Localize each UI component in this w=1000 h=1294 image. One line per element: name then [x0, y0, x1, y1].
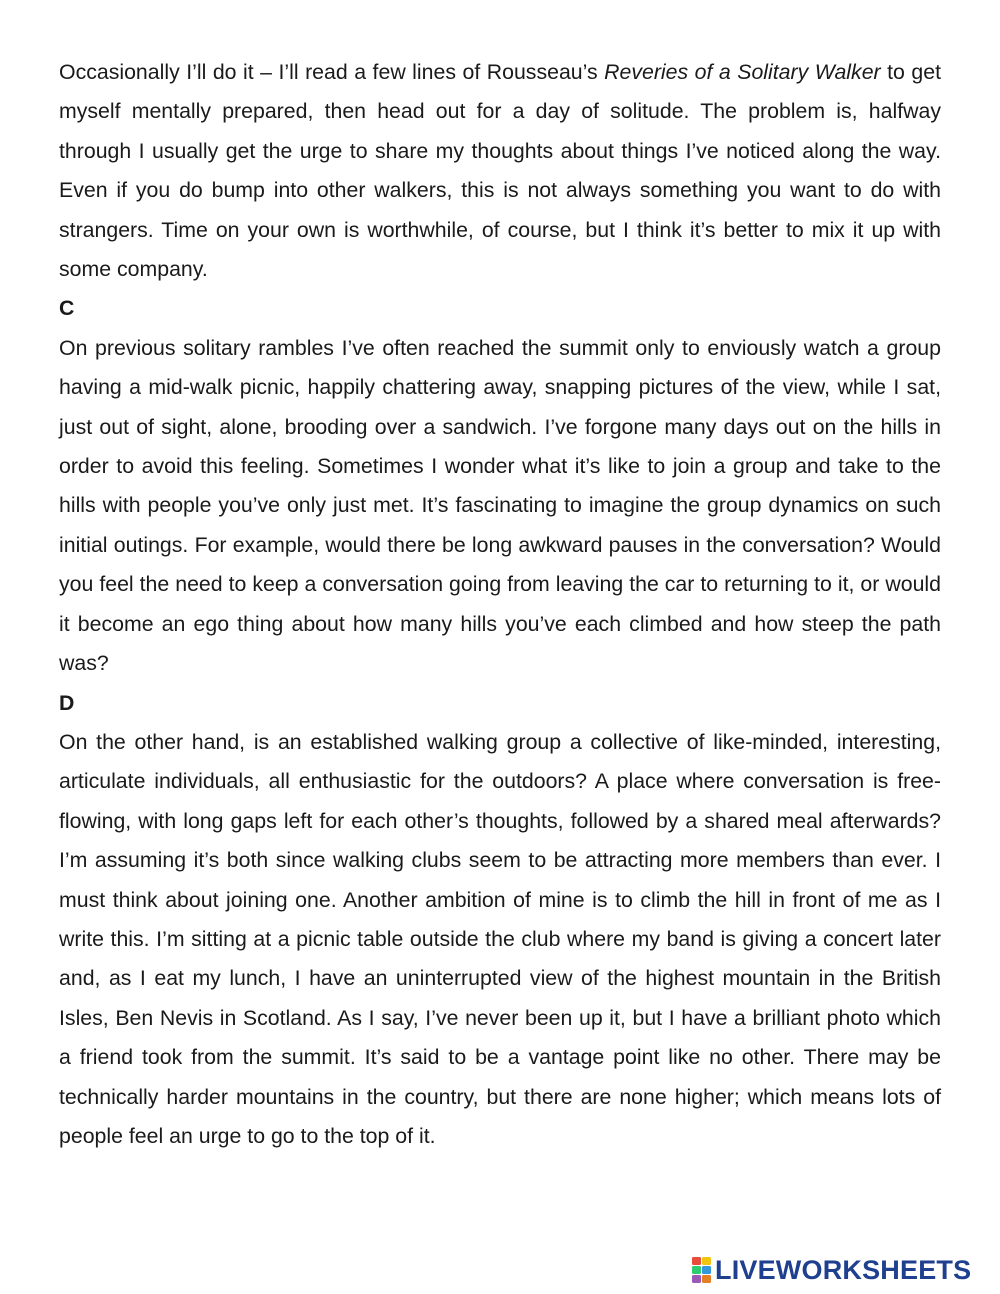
- section-c-paragraph: On previous solitary rambles I’ve often reached the summit only to enviously watch a group having a mid-walk picnic, happily chattering away, snapping pictures of the view, while I sat, just out of sight, alone, brooding over a sandwich. I’ve forgone many days out on the hills in order to avoid this feeling. Sometimes I wonder what it’s like to join a group and take to the hills with people you’ve only just met. It’s fascinating to imagine the group dynamics on such initial outings. For example, would there be long awkward pauses in the conversation? Would you feel the need to keep a conversation going from leaving the car to returning to it, or would it become an ego thing about how many hills you’ve each climbed and how steep the path was?: [59, 335, 941, 676]
- section-c-label: C: [59, 296, 75, 321]
- paragraph-b: [59, 53, 941, 289]
- liveworksheets-logo: [692, 1253, 971, 1287]
- document-body: [59, 53, 941, 1156]
- book-title: Reveries of a Solitary Walker: [604, 60, 881, 84]
- paragraph-b-intro: Occasionally I’ll do it – I’ll read a few lines of Rousseau’s: [59, 60, 605, 84]
- liveworksheets-logo-icon: [692, 1257, 712, 1283]
- liveworksheets-logo-text: LIVEWORKSHEETS: [715, 1255, 972, 1285]
- section-d-paragraph: On the other hand, is an established walking group a collective of like-minded, interesting, articulate individuals, all enthusiastic for the outdoors? A place where conversation is free-flowing, with long gaps left for each other’s thoughts, followed by a shared meal afterwards? I’m assuming it’s both since walking clubs seem to be attracting more members than ever. I must think about joining one. Another ambition of mine is to climb the hill in front of me as I write this. I’m sitting at a picnic table outside the club where my band is giving a concert later and, as I eat my lunch, I have an uninterrupted view of the highest mountain in the British Isles, Ben Nevis in Scotland. As I say, I’ve never been up it, but I have a brilliant photo which a friend took from the summit. It’s said to be a vantage point like no other. There may be technically harder mountains in the country, but there are none higher; which means lots of people feel an urge to go to the top of it.: [59, 729, 941, 1148]
- section-d-label: D: [59, 690, 75, 715]
- paragraph-b-rest: to get myself mentally prepared, then head out for a day of solitude. The problem is, halfway through I usually get the urge to share my thoughts about things I’ve noticed along the way. Even if you do bump into other walkers, this is not always something you want to do with strangers. Time on your own is worthwhile, of course, but I think it’s better to mix it up with some company.: [59, 60, 941, 282]
